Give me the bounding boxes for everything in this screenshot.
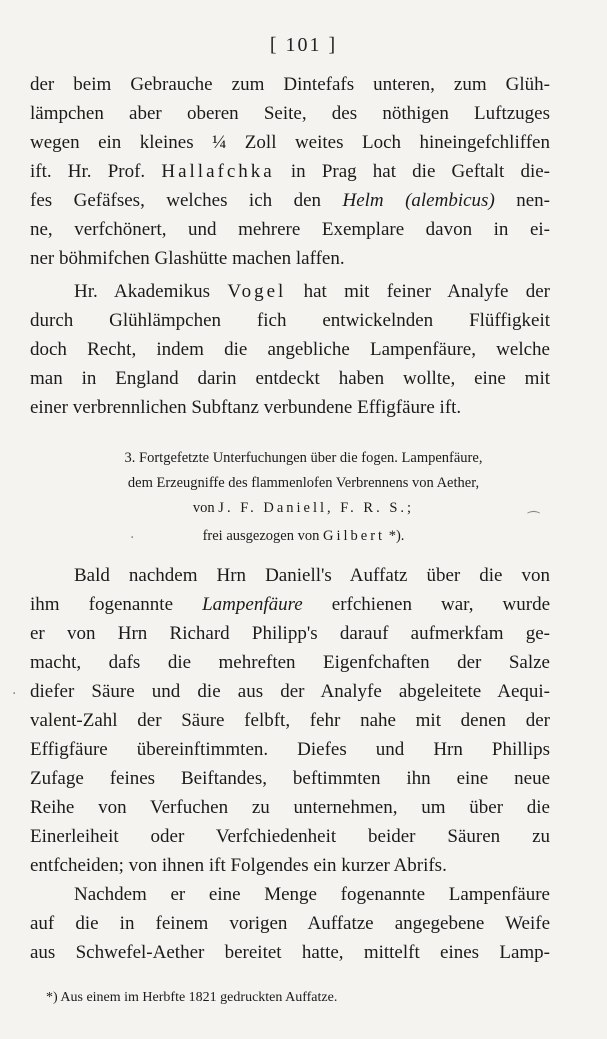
footnote: *) Aus einem im Herbfte 1821 gedruckten Auffatze. — [46, 990, 338, 1005]
text-line: Zufage feines Beiftandes, beftimmten ihn eine neue — [30, 768, 550, 789]
section-credit: frei ausgezogen von Gilbert *). — [202, 528, 405, 544]
text-line: entfcheiden; von ihnen ift Folgendes ein kurzer Abrifs. — [30, 855, 447, 876]
text-line: ner böhmifchen Glashütte machen laffen. — [30, 248, 345, 269]
text-line: ift. Hr. Prof. Hallafchka in Prag hat die Geftalt die- — [30, 161, 551, 182]
section-author: von J. F. Daniell, F. R. S.; — [192, 500, 415, 516]
text-line: wegen ein kleines ¼ Zoll weites Loch hineingefchliffen — [30, 132, 550, 153]
text-line: aus Schwefel-Aether bereitet hatte, mittelft eines Lamp- — [30, 942, 550, 963]
text-line: fes Gefäfses, welches ich den Helm (alembicus) nen- — [30, 190, 550, 211]
text-line: durch Glühlämpchen fich entwickelnden Flüffigkeit — [30, 310, 550, 331]
text-line: Effigfäure übereinftimmten. Diefes und Hrn Phillips — [30, 739, 550, 760]
text-line: ihm fogenannte Lampenfäure erfchienen war, wurde — [30, 594, 551, 615]
text-line: der beim Gebrauche zum Dintefafs unteren, zum Glüh- — [30, 74, 550, 95]
text-line: diefer Säure und die aus der Analyfe abgeleitete Aequi- — [30, 681, 550, 702]
margin-mark: · — [130, 530, 135, 546]
text-line: valent-Zahl der Säure felbft, fehr nahe mit denen der — [30, 710, 550, 731]
text-line: ne, verfchönert, und mehrere Exemplare davon in ei- — [30, 219, 550, 240]
margin-mark: ⁀ — [528, 512, 540, 528]
section-heading: dem Erzeugniffe des flammenlofen Verbrennens von Aether, — [127, 475, 480, 491]
italic-term: Lampenfäure — [202, 594, 303, 615]
margin-mark: · — [12, 686, 17, 702]
italic-term: Helm (alembicus) — [342, 190, 495, 211]
text-line: lämpchen aber oberen Seite, des nöthigen Luftzuges — [30, 103, 550, 124]
text-line: Einerleiheit oder Verfchiedenheit beider Säuren zu — [30, 826, 550, 847]
text-line: einer verbrennlichen Subftanz verbundene Effigfäure ift. — [30, 397, 462, 418]
text-line: er von Hrn Richard Philipp's darauf aufmerkfam ge- — [30, 623, 550, 644]
text-line: man in England darin entdeckt haben wollte, eine mit — [30, 368, 550, 389]
person-name: Vogel — [227, 281, 287, 302]
text-line: macht, dafs die mehreften Eigenfchaften der Salze — [30, 652, 550, 673]
text-line: auf die in feinem vorigen Auffatze angegebene Weife — [30, 913, 550, 934]
text-line: doch Recht, indem die angebliche Lampenfäure, welche — [30, 339, 550, 360]
text-line: Nachdem er eine Menge fogenannte Lampenfäure — [74, 884, 550, 905]
section-heading: 3. Fortgefetzte Unterfuchungen über die fogen. Lampenfäure, — [124, 450, 483, 466]
text-line: Bald nachdem Hrn Daniell's Auffatz über die von — [74, 565, 550, 586]
page-number: [ 101 ] — [269, 34, 338, 56]
text-line: Hr. Akademikus Vogel hat mit feiner Analyfe der — [74, 281, 551, 302]
text-line: Reihe von Verfuchen zu unternehmen, um über die — [30, 797, 550, 818]
person-name: Hallafchka — [161, 161, 275, 182]
